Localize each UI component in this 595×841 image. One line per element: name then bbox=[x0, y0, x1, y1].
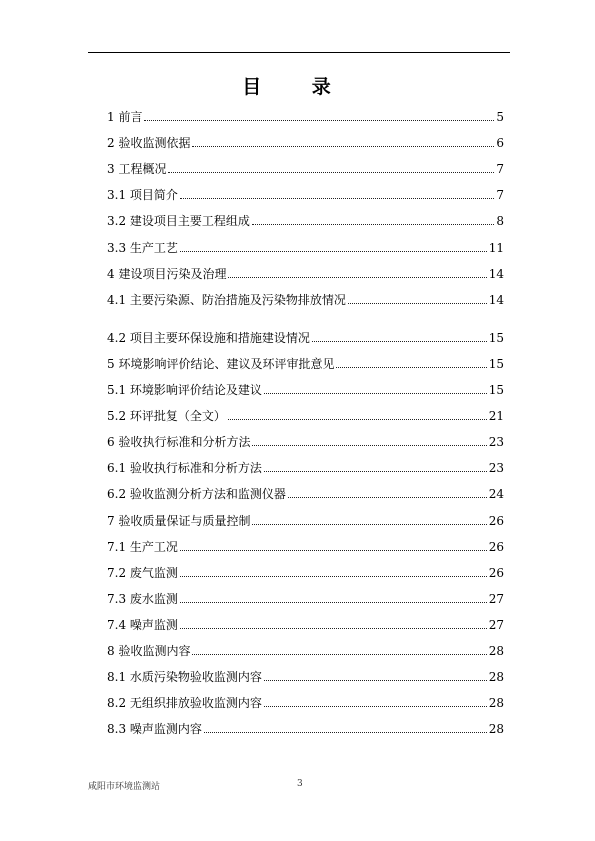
toc-entry-page: 28 bbox=[488, 670, 504, 684]
page-title: 目 录 bbox=[242, 76, 353, 98]
toc-dot-leader bbox=[180, 251, 487, 252]
toc-entry[interactable] bbox=[107, 607, 504, 633]
toc-dot-leader bbox=[180, 628, 487, 629]
toc-entry-label: 7.3 废水监测 bbox=[107, 592, 178, 606]
toc-entry-label: 7 验收质量保证与质量控制 bbox=[107, 514, 251, 528]
toc-entry[interactable] bbox=[107, 633, 504, 659]
toc-entry-page: 15 bbox=[488, 383, 504, 397]
toc-entry-label: 4.1 主要污染源、防治措施及污染物排放情况 bbox=[107, 293, 346, 307]
toc-dot-leader bbox=[180, 602, 487, 603]
toc-entry-page: 11 bbox=[488, 241, 504, 255]
toc-dot-leader bbox=[192, 146, 494, 147]
toc-entry-page: 15 bbox=[488, 357, 504, 371]
toc-dot-leader bbox=[252, 224, 494, 225]
toc-entry-page: 5 bbox=[496, 110, 504, 124]
header-rule bbox=[88, 52, 510, 53]
toc-entry-label: 8 验收监测内容 bbox=[107, 644, 191, 658]
toc-entry-page: 7 bbox=[496, 162, 504, 176]
toc-entry-label: 7.1 生产工况 bbox=[107, 540, 178, 554]
toc-entry[interactable] bbox=[107, 282, 504, 308]
toc-entry-label: 5.1 环境影响评价结论及建议 bbox=[107, 383, 262, 397]
toc-entry-page: 14 bbox=[488, 267, 504, 281]
toc-entry-page: 24 bbox=[488, 487, 504, 501]
toc-entry[interactable] bbox=[107, 372, 504, 398]
toc-entry-label: 7.4 噪声监测 bbox=[107, 618, 178, 632]
toc-entry-label: 4.2 项目主要环保设施和措施建设情况 bbox=[107, 331, 310, 345]
toc-entry[interactable] bbox=[107, 685, 504, 711]
toc-entry-page: 15 bbox=[488, 331, 504, 345]
toc-entry-page: 28 bbox=[488, 696, 504, 710]
footer-page-number: 3 bbox=[297, 779, 303, 789]
toc-dot-leader bbox=[312, 341, 487, 342]
toc-entry-page: 6 bbox=[496, 136, 504, 150]
toc-entry-page: 27 bbox=[488, 592, 504, 606]
toc-entry[interactable] bbox=[107, 529, 504, 555]
toc-entry[interactable] bbox=[107, 177, 504, 203]
toc-dot-leader bbox=[180, 198, 494, 199]
toc-dot-leader bbox=[264, 471, 487, 472]
toc-entry[interactable] bbox=[107, 125, 504, 151]
toc-entry-label: 5 环境影响评价结论、建议及环评审批意见 bbox=[107, 357, 335, 371]
toc-entry-label: 4 建设项目污染及治理 bbox=[107, 267, 227, 281]
toc-entry-page: 23 bbox=[488, 435, 504, 449]
toc-dot-leader bbox=[204, 732, 487, 733]
toc-entry-page: 8 bbox=[496, 214, 504, 228]
toc-entry-label: 6.1 验收执行标准和分析方法 bbox=[107, 461, 262, 475]
toc-entry-label: 6.2 验收监测分析方法和监测仪器 bbox=[107, 487, 286, 501]
toc-entry[interactable] bbox=[107, 320, 504, 346]
toc-dot-leader bbox=[228, 419, 487, 420]
toc-entry[interactable] bbox=[107, 151, 504, 177]
toc-dot-leader bbox=[252, 445, 486, 446]
toc-dot-leader bbox=[264, 393, 487, 394]
toc-entry-page: 7 bbox=[496, 188, 504, 202]
toc-entry-page: 26 bbox=[488, 540, 504, 554]
toc-entry[interactable] bbox=[107, 711, 504, 737]
toc-entry-page: 28 bbox=[488, 644, 504, 658]
toc-entry[interactable] bbox=[107, 398, 504, 424]
toc-dot-leader bbox=[180, 550, 487, 551]
toc-dot-leader bbox=[180, 576, 487, 577]
toc-entry-page: 28 bbox=[488, 722, 504, 736]
toc-entry-label: 1 前言 bbox=[107, 110, 143, 124]
toc-entry-label: 6 验收执行标准和分析方法 bbox=[107, 435, 251, 449]
toc-entry-label: 2 验收监测依据 bbox=[107, 136, 191, 150]
toc-entry-label: 3.1 项目简介 bbox=[107, 188, 178, 202]
toc-entry-page: 21 bbox=[488, 409, 504, 423]
toc-entry[interactable] bbox=[107, 256, 504, 282]
toc-entry-label: 3.3 生产工艺 bbox=[107, 241, 178, 255]
toc-entry-label: 8.1 水质污染物验收监测内容 bbox=[107, 670, 262, 684]
toc-dot-leader bbox=[144, 120, 494, 121]
toc-entry[interactable] bbox=[107, 476, 504, 502]
toc-entry[interactable] bbox=[107, 450, 504, 476]
toc-entry-page: 14 bbox=[488, 293, 504, 307]
footer-organization: 咸阳市环境监测站 bbox=[88, 782, 161, 792]
toc-entry-label: 8.3 噪声监测内容 bbox=[107, 722, 202, 736]
toc-entry[interactable] bbox=[107, 230, 504, 256]
toc-dot-leader bbox=[252, 524, 486, 525]
toc-dot-leader bbox=[168, 172, 494, 173]
toc-entry-label: 3.2 建设项目主要工程组成 bbox=[107, 214, 250, 228]
toc-dot-leader bbox=[264, 680, 487, 681]
toc-entry-label: 7.2 废气监测 bbox=[107, 566, 178, 580]
toc-entry[interactable] bbox=[107, 424, 504, 450]
toc-entry-page: 23 bbox=[488, 461, 504, 475]
toc-dot-leader bbox=[336, 367, 486, 368]
toc-dot-leader bbox=[228, 277, 486, 278]
toc-entry-page: 26 bbox=[488, 566, 504, 580]
toc-entry[interactable] bbox=[107, 581, 504, 607]
toc-entry[interactable] bbox=[107, 99, 504, 125]
toc-entry-label: 3 工程概况 bbox=[107, 162, 167, 176]
toc-entry-page: 26 bbox=[488, 514, 504, 528]
toc-entry[interactable] bbox=[107, 346, 504, 372]
toc-entry[interactable] bbox=[107, 555, 504, 581]
toc-dot-leader bbox=[192, 654, 486, 655]
toc-dot-leader bbox=[348, 303, 487, 304]
toc-dot-leader bbox=[288, 497, 487, 498]
toc-entry[interactable] bbox=[107, 659, 504, 685]
toc-dot-leader bbox=[264, 706, 487, 707]
toc-entry-page: 27 bbox=[488, 618, 504, 632]
toc-entry[interactable] bbox=[107, 503, 504, 529]
toc-entry[interactable] bbox=[107, 203, 504, 229]
toc-entry-label: 5.2 环评批复（全文） bbox=[107, 409, 226, 423]
toc-entry-label: 8.2 无组织排放验收监测内容 bbox=[107, 696, 262, 710]
